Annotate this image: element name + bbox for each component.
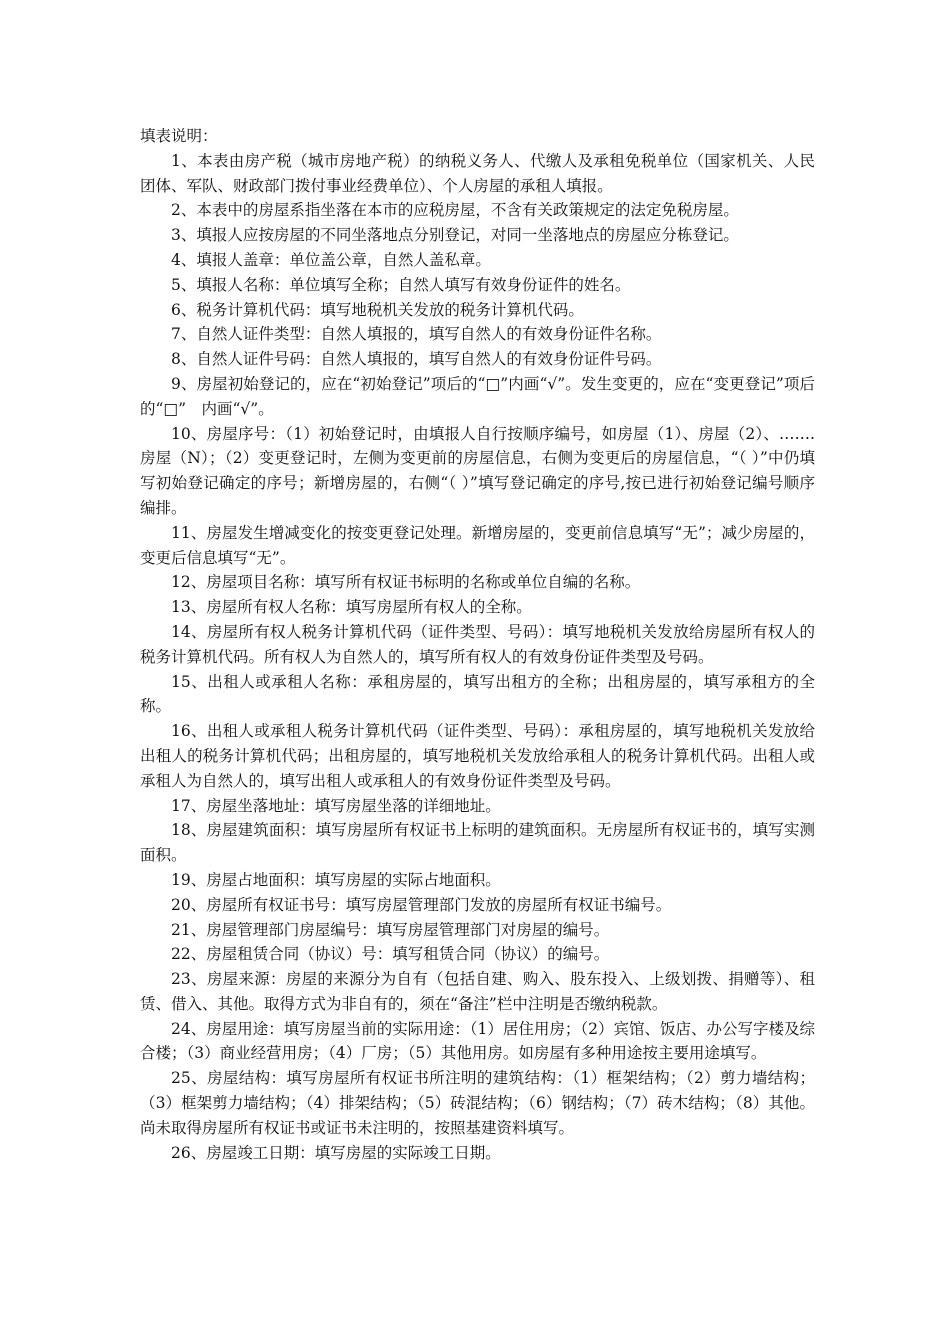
instruction-item-2: 2、本表中的房屋系指坐落在本市的应税房屋，不含有关政策规定的法定免税房屋。 <box>171 201 739 220</box>
instruction-item-7: 7、自然人证件类型：自然人填报的，填写自然人的有效身份证件名称。 <box>171 325 662 344</box>
instruction-item-12: 12、房屋项目名称：填写所有权证书标明的名称或单位自编的名称。 <box>171 573 641 592</box>
instruction-item-13: 13、房屋所有权人名称：填写房屋所有权人的全称。 <box>171 598 532 617</box>
instruction-item-16: 16、出租人或承租人税务计算机代码（证件类型、号码）：承租房屋的，填写地税机关发放给出租人的税务计算机代码；出租房屋的，填写地税机关发放给承租人的税务计算机代码。出租人或承租人为自然人的，填写出租人或承租人的有效身份证件类型及号码。 <box>140 722 815 790</box>
instruction-item-24: 24、房屋用途：填写房屋当前的实际用途：（1）居住用房；（2）宾馆、饭店、办公写字楼及综合楼；（3）商业经营用房；（4）厂房；（5）其他用房。如房屋有多种用途按主要用途填写。 <box>140 1019 815 1063</box>
instruction-item-26: 26、房屋竣工日期：填写房屋的实际竣工日期。 <box>171 1143 501 1162</box>
instruction-item-23: 23、房屋来源：房屋的来源分为自有（包括自建、购入、股东投入、上级划拨、捐赠等）、租赁、借入、其他。取得方式为非自有的，须在“备注”栏中注明是否缴纳税款。 <box>140 970 815 1013</box>
instruction-item-8: 8、自然人证件号码：自然人填报的，填写自然人的有效身份证件号码。 <box>171 350 662 369</box>
instruction-item-19: 19、房屋占地面积：填写房屋的实际占地面积。 <box>171 870 501 889</box>
instruction-item-21: 21、房屋管理部门房屋编号：填写房屋管理部门对房屋的编号。 <box>171 920 610 939</box>
instruction-item-5: 5、填报人名称：单位填写全称；自然人填写有效身份证件的姓名。 <box>171 275 631 294</box>
page-heading: 填表说明： <box>140 127 218 145</box>
instruction-item-18: 18、房屋建筑面积：填写房屋所有权证书上标明的建筑面积。无房屋所有权证书的，填写实测面积。 <box>140 821 815 865</box>
instruction-item-25: 25、房屋结构：填写房屋所有权证书所注明的建筑结构：（1）框架结构；（2）剪力墙结构；（3）框架剪力墙结构；（4）排架结构；（5）砖混结构；（6）钢结构；（7）砖木结构；（8）其他。尚未取得房屋所有权证书或证书未注明的，按照基建资料填写。 <box>140 1069 815 1137</box>
instruction-item-1: 1、本表由房产税（城市房地产税）的纳税义务人、代缴人及承租免税单位（国家机关、人民团体、军队、财政部门拨付事业经费单位）、个人房屋的承租人填报。 <box>140 151 815 195</box>
instructions-page <box>140 124 815 1165</box>
instruction-item-17: 17、房屋坐落地址：填写房屋坐落的详细地址。 <box>171 796 501 815</box>
instruction-item-14: 14、房屋所有权人税务计算机代码（证件类型、号码）：填写地税机关发放给房屋所有权人的税务计算机代码。所有权人为自然人的，填写所有权人的有效身份证件类型及号码。 <box>140 622 815 666</box>
instruction-item-22: 22、房屋租赁合同（协议）号：填写租赁合同（协议）的编号。 <box>171 945 610 964</box>
instruction-item-20: 20、房屋所有权证书号：填写房屋管理部门发放的房屋所有权证书编号。 <box>171 895 672 914</box>
instruction-item-6: 6、税务计算机代码：填写地税机关发放的税务计算机代码。 <box>171 300 584 319</box>
instruction-item-4: 4、填报人盖章：单位盖公章，自然人盖私章。 <box>171 250 491 269</box>
instruction-item-11: 11、房屋发生增减变化的按变更登记处理。新增房屋的，变更前信息填写“无”；减少房屋的，变更后信息填写“无”。 <box>140 523 815 567</box>
instruction-item-3: 3、填报人应按房屋的不同坐落地点分别登记，对同一坐落地点的房屋应分栋登记。 <box>171 226 739 245</box>
instruction-item-10: 10、房屋序号：（1）初始登记时，由填报人自行按顺序编号，如房屋（1）、房屋（2）、…….房屋（N）；（2）变更登记时，左侧为变更前的房屋信息，右侧为变更后的房屋信息，“（ ）”中仍填写初始登记确定的序号；新增房屋的，右侧“（ ）”填写登记确定的序号,按已进行初始登记编号顺序编排。 <box>140 424 815 517</box>
instruction-item-9: 9、房屋初始登记的，应在“初始登记”项后的“□”内画“√”。发生变更的，应在“变更登记”项后的“□” 内画“√”。 <box>140 374 815 418</box>
instruction-item-15: 15、出租人或承租人名称：承租房屋的，填写出租方的全称；出租房屋的，填写承租方的全称。 <box>140 672 815 716</box>
